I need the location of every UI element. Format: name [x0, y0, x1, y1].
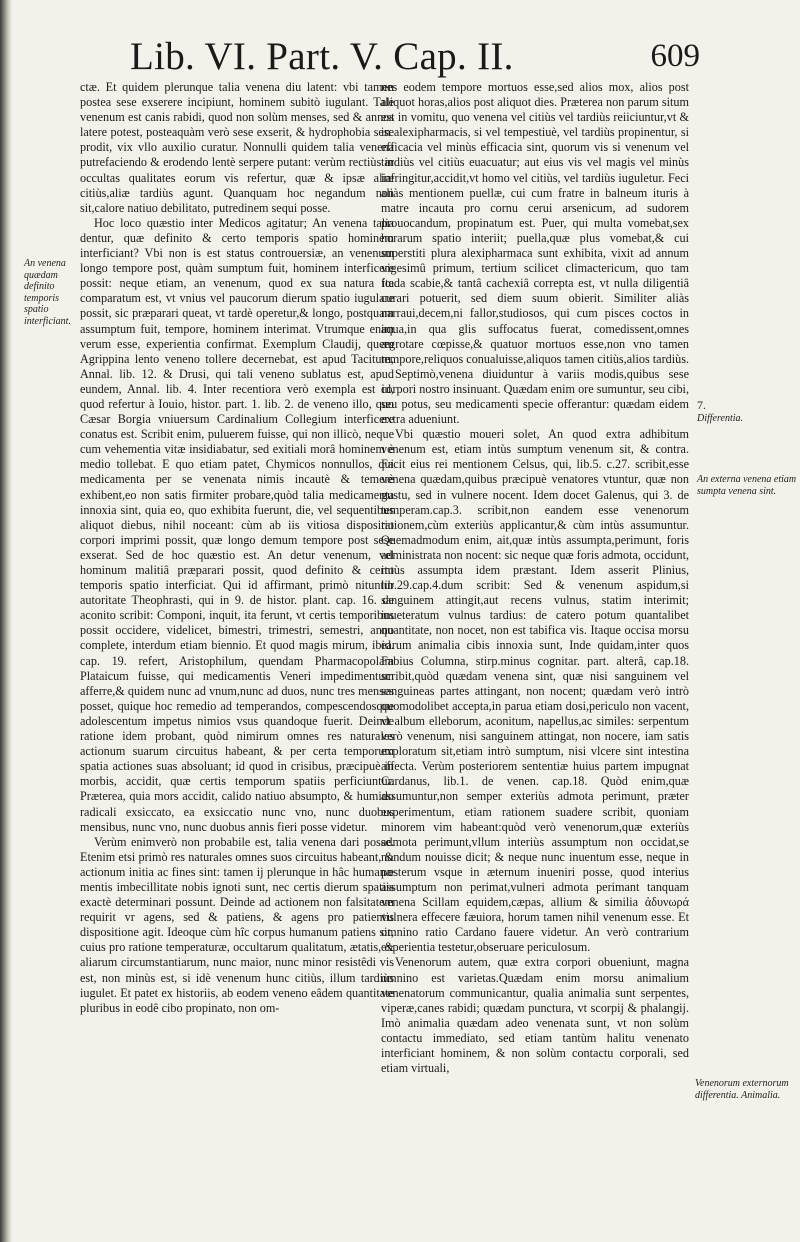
- margin-note-left: An venena quædam definito temporis spatio interficiant.: [24, 258, 71, 327]
- paragraph: Vbi quæstio moueri solet, An quod extra adhibitum venenum est, etiam intùs sumptum venenum sit, & contra. Facit eius rei mentionem Celsus, qui, lib.5. c.27. scribit,esse venena quædam,quibus præcipuè venatores vtuntur, quæ non gustu, sed in vulnere nocent. Idem docet Galenus, qui 3. de temperam.cap.3. scribit,non eandem esse venenorum rationem,cùm exteriùs applicantur,& cùm intùs assumuntur. Quemadmodum enim, ait,quæ intùs assumpta,perimunt, foris administrata non nocent: sic neque quæ foris admota, occidunt, intùs assumpta idem præstant. Idem asserit Plinius, lib.29.cap.4.dum scribit: Sed & venenum aspidum,si sanguinem attingit,aut recens vulnus, statim interimit; inueteratum vulnus tardius: de catero potum quantalibet quantitate, non nocet, non est tabifica vis. Itaque occisa morsu earum animalia cibis innoxia sunt, Inde quidam,inter quos Fabius Columna, stirp.minus cognitar. part. alterâ, cap.18. scribit,quòd quædam venena sint, quæ nisi sanguinem vel sanguineas partes attingant, non nocent; quædam verò intrò quomodolibet accepta,in parua etiam dosi,periculo non vacent, vt album elleborum, aconitum, napellus,ac similes: serpentum verò venenum, nisi sanguinem attingat, non nocere, iam satis exploratum sit,etiam intrò sumptum, nisi vlcere sint intestina affecta. Verùm posteriorem sententiæ huius partem impugnat Cardanus, lib.1. de venen. cap.18. Quòd enim,quæ assumuntur,non semper exteriùs admota perimunt, præter experimentum, etiam rationem suadere scribit, quoniam minorem vim habeant:quòd verò venenorum,quæ exteriùs admota perimunt,vllum interiùs assumptum non occidat,se nondum nouisse dicit; & neque nunc inuentum esse, neque in posterum vsque in æternum inueniri posse, quod interius assumptum non perimat,vulneri admota perimant tanquam venena Scillam equidem,cæpas, allium & similia ἀδυνωρά vulnera effecere fæuiora, horum tamen nihil venenum esse. Et omnino ratio Cardano fauere videtur. An verò contrarium experientia testetur,obseruare periculosum.: [381, 427, 689, 955]
- paragraph: Verùm enimverò non probabile est, talia venena dari posse. Etenim etsi primò res naturales omnes suos circuitus habeant, & actionum initia ac fines sint: tamen ij plerunque in hâc humanæ mentis imbecillitate nobis ignoti sunt, nec certis dierum spatiis exactè determinari possunt. Deinde ad actionem non falsitatem requirit vr agens, sed & patiens, & agens pro patientis dispositione agit. Ideoque cùm hîc corpus humanum patiens sit, cuius pro ratione temperaturæ, occultarum qualitatum, ætatis, & aliarum circumstantiarum, nunc maior, nunc minor resistêdi vis est, non minùs est, si idè venenum hunc citiùs, illum tardiùs iugulet. Et patet ex historiis, ab eodem veneno eâdem quantitate pluribus in eodê cibo propinato, non om-: [80, 834, 394, 1015]
- margin-note-number: 7.: [697, 398, 706, 412]
- paragraph: ctæ. Et quidem plerunque talia venena diu latent: vbi tamen postea sese exserere incipiunt, hominem subitò iugulant. Tale venenum est canis rabidi, quod non solùm menses, sed & annos latere potest, posteaquàm verò sese exserit, & hydrophobia sese prodit, vix vllo auxilio curatur. Nonnulli quidem talia venena putrefaciendo & erodendo lentè serpere putant: verùm rectiùs in occultas qualitates eorum vis refertur, quæ & ipsæ aliæ citiùs,aliæ tardiùs agunt. Quanquam hoc negandum non sit,calore natiuo debilitato, putredinem sequi posse.: [80, 80, 394, 215]
- page-binding-shadow: [0, 0, 12, 1242]
- paragraph: Venenorum autem, quæ extra corpori obueniunt, magna omnino est varietas.Quædam enim morsu animalium venenatorum communicantur, qualia animalia sunt serpentes, viperæ,canes rabidi; quædam punctura, vt scorpij & phalangij. Imò animalia quædam adeo venenata sunt, vt non solùm contactu immediato, sed etiam tantùm halitu venenato interficiant hominem, & non solùm contactu corporali, sed etiam virtuali,: [381, 955, 689, 1076]
- margin-note-animalia: Venenorum externorum differentia. Animalia.: [695, 1078, 789, 1101]
- right-text-column: [381, 80, 689, 1076]
- paragraph: Hoc loco quæstio inter Medicos agitatur; An venena talia dentur, quæ definito & certo temporis spatio hominem interficiant? Vbi non is est status controuersiæ, an venenum longo tempore post, quàm sumptum fuit, hominem interficere possit: neque etiam, an venenum, quod ex sua natura ita comparatum est, vt vnius vel paucorum dierum spatio iugulare possit, sic præparari queat, vt tardè operetur,& longo, postquam assumptum fuit, tempore, hominem interimat. Vtrumque enim verum esse, experientia confirmat. Exemplum Claudij, quem Agrippina lento veneno tollere decernebat, est apud Tacitum, Annal. lib. 12. & Drusi, qui tali veneno sublatus est, apud eundem, Annal. lib. 4. Inter recentiora verò exempla est id, quod refertur à Iouio, histor. part. 1. lib. 2. de veneno illo, quo Cæsar Borgia vniuersum Cardinalium Collegium interficere conatus est. Scribit enim, puluerem fuisse, qui non illicò, neque cum vehementia vitæ insidiabatur, sed exitiali morâ hominem è medio tollebat. E quo etiam patet, Chymicos nonnullos, qui medicamenta per se venenata nimis incautè & temerè exhibent,eo non satis firmiter probare,quòd talia medicamenta innoxia sint, quia eo, quo exhibita fuerunt, die, vel sequentibus aliquot diebus, nihil noceant: cùm ab iis vitiosa dispositio corpori imprimi possit, quæ longo demum tempore post sese exserat. Sed de hoc quæstio est. An detur venenum, vel hominum malitiâ præparari possit, quod definito & certo temporis spatio interficiat. Qui id affirmant, primò nituntur autoritate Theophrasti, qui in 9. de histor. plant. cap. 16. de aconito scribit: Componi, inquit, ita ferunt, vt certis temporibus possit occidere, videlicet, bimestri, trimestri, semestri, anno complete, interdum etiam biennio. Et quod magis mirum, ibid. cap. 19. refert, Aristophilum, quendam Pharmacopolam Plataicum fuisse, qui medicamentis Veneri impedimentum afferre,& quidem nunc ad vnum,nunc ad duos, nunc tres menses posset, quique hoc remedio ad temperandos, compescendosque adolescentum impetus nimios vsus quandoque fuerit. Deinde ratione idem probant, quòd nimirum omnes res naturales actionum suarum circuitus habeant, & per certa temporum spatia actiones suas absoluant; id quod in crisibus, præcipuè in morbis, accidit, quæ certis temporum spatiis perficiuntur. Præterea, quia mors accidit, calido natiuo absumpto, & humido radicali exsiccato, ea exsiccatio nunc vno, nunc duobus mensibus, nunc vno, nunc duobus annis fieri posse videtur.: [80, 215, 394, 834]
- running-title: Lib. VI. Part. V. Cap. II.: [130, 35, 514, 78]
- page-number: 609: [650, 38, 700, 74]
- page-header: [130, 34, 700, 84]
- margin-note-differentia-label: Differentia.: [697, 412, 744, 424]
- paragraph: nes eodem tempore mortuos esse,sed alios mox, alios post aliquot horas,alios post aliquot dies. Præterea non parum situm est in vomitu, quo venena vel citiùs vel tardiùs reiiciuntur,vt & in alexipharmacis, si vel tempestiuè, vel tardiùs propinentur, si efficacia vel minùs efficacia sint, quorum vis si venenum vel tardiùs vel citiùs euacuatur; aut eius vis vel magis vel minùs infringitur,accidit,vt homo vel citiùs, vel tardiùs iuguletur. Feci aliàs mentionem puellæ, cui cum fratre in balneum ituris à matre incauta pro cornu cerui arsenicum, ad sudorem prouocandum, propinatum est. Puer, qui multa vomebat,sex horarum spatio interiit; puella,quæ plus vomebat,& cui superstiti plura alexipharmaca sunt exhibita, vixit ad annum vigesimû primum, tertium scilicet climactericum, quo tam fœda scabie,& tantâ cachexiâ correpta est, vt nulla diligentiâ curari potuerit, sed diem suum obierit. Similiter aliàs narraui,decem,ni fallor,studiosos, qui cum pisces coctos in aqua,in qua glis suffocatus fuerat, comedissent,omnes ægrotare cœpisse,& quatuor mortuos esse,non vno tamen tempore,reliquos conualuisse,aliquos tamen citiùs,alios tardiùs.: [381, 80, 690, 366]
- margin-note-externa: An externa venena etiam sumpta venena sint.: [697, 474, 797, 497]
- margin-note-differentia: [697, 400, 797, 424]
- left-text-column: [80, 80, 394, 1016]
- paragraph: Septimò,venena diuiduntur à variis modis,quibus sese corpori nostro insinuant. Quædam enim ore sumuntur, seu cibi, seu potus, seu medicamenti specie offerantur: quædam eidem extra adueniunt.: [381, 366, 689, 427]
